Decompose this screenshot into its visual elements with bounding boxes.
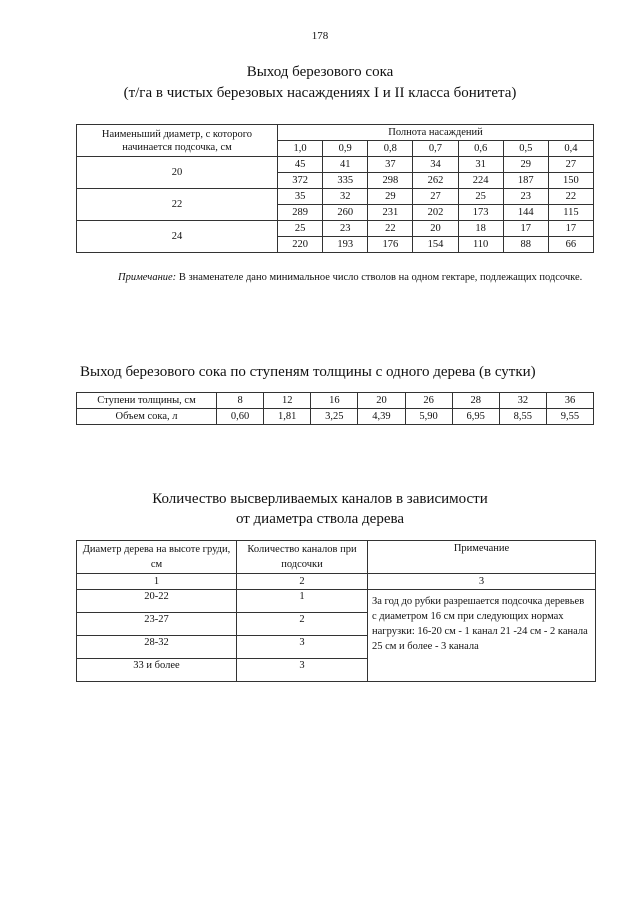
tree-diameter-cell: 20-22 (77, 590, 237, 613)
volume-cell: 8,55 (499, 409, 546, 425)
sap-cell: 17 (503, 221, 548, 237)
density-cell: 1,0 (278, 141, 323, 157)
table1-subtitle: (т/га в чистых березовых насаждениях I и II класса бонитета) (123, 85, 517, 101)
trunks-cell: 187 (503, 173, 548, 189)
trunks-cell: 335 (323, 173, 368, 189)
trunks-cell: 260 (323, 205, 368, 221)
thickness-cell: 32 (499, 393, 546, 409)
sap-cell: 32 (323, 189, 368, 205)
sap-cell: 25 (458, 189, 503, 205)
header-note: Примечание (368, 541, 596, 574)
sap-cell: 23 (503, 189, 548, 205)
note-cell: За год до рубки разрешается подсочка деревьев с диаметром 16 см при следующих нормах нагрузки: 16-20 см - 1 канал 21 -24 см - 2 канала 25 см и более - 3 канала (368, 590, 596, 682)
volume-cell: 0,60 (217, 409, 264, 425)
sap-per-tree-table (76, 392, 594, 425)
sap-cell: 31 (458, 157, 503, 173)
volume-cell: 1,81 (264, 409, 311, 425)
volume-cell: 9,55 (546, 409, 593, 425)
density-cell: 0,8 (368, 141, 413, 157)
table1-title: Выход березового сока (246, 64, 394, 80)
diameter-cell: 24 (77, 221, 278, 253)
trunks-cell: 66 (548, 237, 593, 253)
trunks-cell: 176 (368, 237, 413, 253)
header-channel-count: Количество каналов при подсочки (237, 541, 368, 574)
sap-cell: 45 (278, 157, 323, 173)
sap-cell: 22 (368, 221, 413, 237)
density-cell: 0,7 (413, 141, 458, 157)
tree-diameter-cell: 28-32 (77, 636, 237, 659)
trunks-cell: 202 (413, 205, 458, 221)
trunks-cell: 150 (548, 173, 593, 189)
sap-yield-table (76, 124, 594, 253)
trunks-cell: 220 (278, 237, 323, 253)
density-cell: 0,5 (503, 141, 548, 157)
column-number: 2 (237, 574, 368, 590)
column-number: 3 (368, 574, 596, 590)
thickness-cell: 12 (264, 393, 311, 409)
trunks-cell: 110 (458, 237, 503, 253)
note-text: В знаменателе дано минимальное число стволов на одном гектаре, подлежащих подсочке. (176, 272, 583, 283)
sap-cell: 17 (548, 221, 593, 237)
row-label-thickness: Ступени толщины, см (77, 393, 217, 409)
trunks-cell: 115 (548, 205, 593, 221)
thickness-cell: 16 (311, 393, 358, 409)
column-number: 1 (77, 574, 237, 590)
thickness-cell: 8 (217, 393, 264, 409)
sap-cell: 29 (368, 189, 413, 205)
sap-cell: 35 (278, 189, 323, 205)
trunks-cell: 193 (323, 237, 368, 253)
sap-cell: 29 (503, 157, 548, 173)
note-label: Примечание: (118, 272, 177, 283)
thickness-cell: 20 (358, 393, 405, 409)
sap-cell: 41 (323, 157, 368, 173)
sap-cell: 22 (548, 189, 593, 205)
volume-cell: 4,39 (358, 409, 405, 425)
diameter-cell: 20 (77, 157, 278, 189)
sap-cell: 27 (413, 189, 458, 205)
header-tree-diameter: Диаметр дерева на высоте груди, см (77, 541, 237, 574)
trunks-cell: 231 (368, 205, 413, 221)
sap-cell: 23 (323, 221, 368, 237)
trunks-cell: 298 (368, 173, 413, 189)
volume-cell: 5,90 (405, 409, 452, 425)
channel-count-cell: 2 (237, 613, 368, 636)
row-label-volume: Объем сока, л (77, 409, 217, 425)
diameter-cell: 22 (77, 189, 278, 221)
trunks-cell: 224 (458, 173, 503, 189)
trunks-cell: 154 (413, 237, 458, 253)
trunks-cell: 372 (278, 173, 323, 189)
sap-cell: 25 (278, 221, 323, 237)
tree-diameter-cell: 33 и более (77, 659, 237, 682)
channels-table (76, 540, 596, 682)
density-cell: 0,4 (548, 141, 593, 157)
page-number: 178 (311, 30, 329, 42)
volume-cell: 6,95 (452, 409, 499, 425)
volume-cell: 3,25 (311, 409, 358, 425)
table3-title-line2: от диаметра ствола дерева (235, 511, 405, 527)
sap-cell: 34 (413, 157, 458, 173)
sap-cell: 18 (458, 221, 503, 237)
channel-count-cell: 1 (237, 590, 368, 613)
header-density: Полнота насаждений (278, 125, 594, 141)
sap-cell: 20 (413, 221, 458, 237)
channel-count-cell: 3 (237, 659, 368, 682)
thickness-cell: 26 (405, 393, 452, 409)
channel-count-cell: 3 (237, 636, 368, 659)
table1-note (78, 270, 598, 286)
trunks-cell: 88 (503, 237, 548, 253)
sap-cell: 37 (368, 157, 413, 173)
tree-diameter-cell: 23-27 (77, 613, 237, 636)
sap-cell: 27 (548, 157, 593, 173)
trunks-cell: 144 (503, 205, 548, 221)
table2-title: Выход березового сока по ступеням толщины с одного дерева (в сутки) (80, 364, 536, 380)
trunks-cell: 262 (413, 173, 458, 189)
header-diameter: Наименьший диаметр, с которого начинается подсочка, см (77, 125, 278, 157)
trunks-cell: 173 (458, 205, 503, 221)
density-cell: 0,6 (458, 141, 503, 157)
thickness-cell: 36 (546, 393, 593, 409)
thickness-cell: 28 (452, 393, 499, 409)
trunks-cell: 289 (278, 205, 323, 221)
density-cell: 0,9 (323, 141, 368, 157)
table3-title-line1: Количество высверливаемых каналов в зависимости (152, 491, 488, 507)
